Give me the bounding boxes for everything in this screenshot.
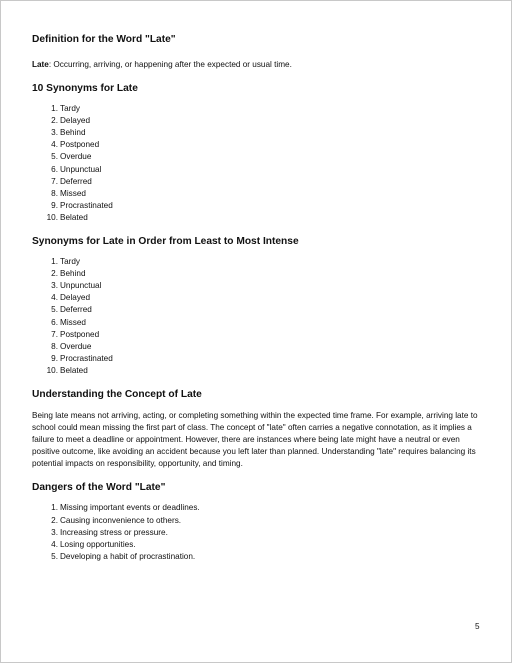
- list-item-text: Developing a habit of procrastination.: [60, 551, 196, 561]
- list-item-text: Behind: [60, 269, 86, 279]
- list-item: 5. Developing a habit of procrastination.: [32, 551, 484, 563]
- list-item: 3. Increasing stress or pressure.: [32, 527, 484, 539]
- page-number: 5: [475, 622, 480, 631]
- definition-text: : Occurring, arriving, or happening after the expected or usual time.: [48, 60, 292, 69]
- list-item-text: Unpunctual: [60, 281, 102, 291]
- definition-paragraph: [32, 59, 484, 71]
- list-item-text: Belated: [60, 212, 88, 222]
- definition-heading: Definition for the Word "Late": [32, 34, 176, 45]
- list-item-text: Behind: [60, 128, 86, 138]
- list-item: 9. Procrastinated: [32, 200, 484, 212]
- list-item: 8. Overdue: [32, 341, 484, 353]
- list-item-text: Tardy: [60, 104, 81, 114]
- ordered-synonyms-list: [32, 256, 484, 377]
- list-item: 8. Missed: [32, 188, 484, 200]
- list-item: 3. Unpunctual: [32, 280, 484, 292]
- list-item-text: Losing opportunities.: [60, 539, 136, 549]
- list-item: 4. Delayed: [32, 292, 484, 304]
- concept-paragraph: Being late means not arriving, acting, or completing something within the expected time frame. For example, arriving late to school could mean missing the first part of class. The concept of "late" often carries a negative connotation, as it implies a failure to meet a deadline or appointment. However, there are instances where being late might have a neutral or even positive outcome, like avoiding an accident because you left later than planned. Understanding "late" requires balancing its potential impacts on responsibility, opportunity, and timing.: [32, 410, 478, 469]
- list-item-text: Belated: [60, 365, 88, 375]
- list-item-text: Overdue: [60, 341, 92, 351]
- dangers-heading: Dangers of the Word "Late": [32, 482, 166, 494]
- list-item: 2. Delayed: [32, 115, 484, 127]
- list-item-text: Delayed: [60, 293, 91, 303]
- list-item-text: Deferred: [60, 176, 92, 186]
- list-item-text: Delayed: [60, 116, 91, 126]
- list-item: 2. Causing inconvenience to others.: [32, 515, 484, 527]
- list-item: 5. Overdue: [32, 151, 484, 163]
- list-item: 2. Behind: [32, 268, 484, 280]
- list-item-text: Missed: [60, 188, 86, 198]
- list-item-text: Unpunctual: [60, 164, 102, 174]
- list-item-text: Deferred: [60, 305, 92, 315]
- definition-term: Late: [32, 60, 49, 69]
- list-item: 7. Postponed: [32, 329, 484, 341]
- list-item-text: Missing important events or deadlines.: [60, 503, 200, 513]
- page-content: [32, 34, 484, 563]
- list-item: 9. Procrastinated: [32, 353, 484, 365]
- dangers-list: [32, 502, 484, 562]
- list-item: 6. Unpunctual: [32, 164, 484, 176]
- list-item-text: Tardy: [60, 257, 81, 267]
- list-item: 10. Belated: [32, 212, 484, 224]
- list-item: 5. Deferred: [32, 304, 484, 316]
- list-item: 4. Postponed: [32, 139, 484, 151]
- concept-heading: Understanding the Concept of Late: [32, 388, 202, 400]
- list-item-text: Procrastinated: [60, 200, 113, 210]
- synonyms-heading: 10 Synonyms for Late: [32, 83, 138, 95]
- list-item-text: Missed: [60, 317, 86, 327]
- list-item-text: Increasing stress or pressure.: [60, 527, 168, 537]
- synonyms-list: [32, 103, 484, 224]
- list-item: 3. Behind: [32, 127, 484, 139]
- list-item-text: Postponed: [60, 140, 100, 150]
- list-item: 1. Tardy: [32, 256, 484, 268]
- list-item: 1. Missing important events or deadlines.: [32, 502, 484, 514]
- list-item: 6. Missed: [32, 317, 484, 329]
- list-item: 4. Losing opportunities.: [32, 539, 484, 551]
- list-item: 10. Belated: [32, 365, 484, 377]
- list-item-text: Causing inconvenience to others.: [60, 515, 182, 525]
- list-item-text: Postponed: [60, 329, 100, 339]
- list-item-text: Procrastinated: [60, 353, 113, 363]
- ordered-synonyms-heading: Synonyms for Late in Order from Least to Most Intense: [32, 236, 299, 248]
- list-item-text: Overdue: [60, 152, 92, 162]
- list-item: 7. Deferred: [32, 176, 484, 188]
- list-item: 1. Tardy: [32, 103, 484, 115]
